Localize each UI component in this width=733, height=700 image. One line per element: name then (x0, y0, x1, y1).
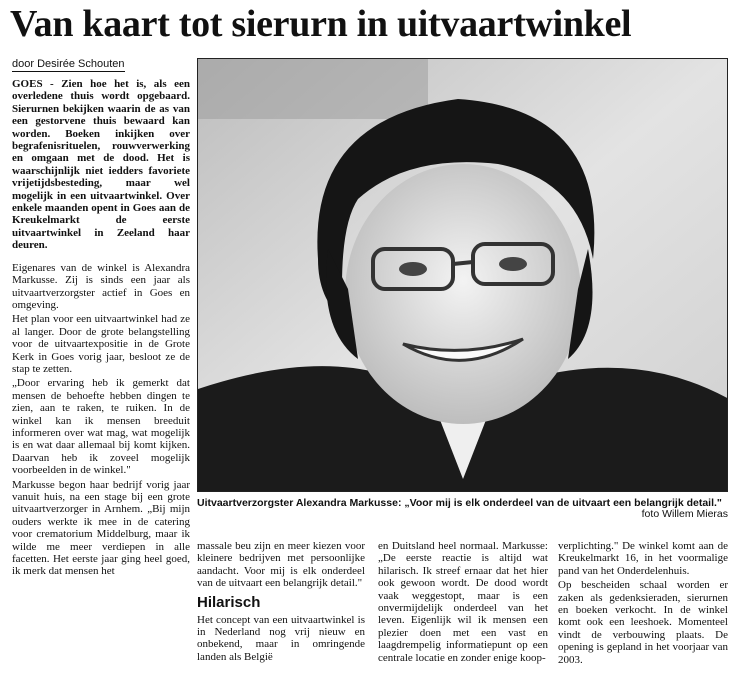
byline: door Desirée Schouten (12, 58, 125, 70)
portrait-illustration (198, 59, 728, 492)
paragraph: „Door ervaring heb ik gemerkt dat mensen de behoefte hebben dingen te zien, aan te raken, te ruiken. In de winkel kan ik mensen breeduit informeren over wat mag, wat mogelijk is en wat daar allemaal bij komt kijken. Daarvan heb ik zoveel mogelijk voorbeelden in de winkel." (12, 377, 190, 477)
paragraph: Markusse begon haar bedrijf vorig jaar vanuit huis, na een stage bij een grote uitvaartverzorger in Arnhem. „Bij mijn ouders werkte ik mee in de catering voor crematorium Middelburg, maar ik wilde me meer verdiepen in alle facetten. Het eerste jaar ging heel goed, ik merk dat mensen het (12, 478, 190, 578)
portrait-photo (197, 58, 728, 492)
column-3 (378, 540, 548, 666)
subheading: Hilarisch (197, 593, 261, 611)
photo-credit: foto Willem Mieras (641, 508, 728, 520)
paragraph: massale beu zijn en meer kiezen voor kleinere bedrijven met persoonlijke aandacht. Voor mij is elk onderdeel van de uitvaart een belangrijk detail." (197, 540, 365, 590)
paragraph: en Duitsland heel normaal. Markusse: „De eerste reactie is altijd wat hilarisch. Ik streef ernaar dat het hier ook gewoon wordt. De dood wordt vaak weggestopt, maar is een onvermijdelijk onderdeel van het leven. Eigenlijk wil ik mensen een plezier doen met een vast en laagdrempelig informatiepunt op een centrale locatie en zonder enige koop- (378, 540, 548, 664)
paragraph: Eigenares van de winkel is Alexandra Markusse. Zij is sinds een jaar als uitvaartverzorgster actief in Goes en omgeving. (12, 261, 190, 311)
headline: Van kaart tot sierurn in uitvaartwinkel (10, 3, 632, 45)
column-2 (197, 540, 365, 665)
column-1 (12, 78, 190, 580)
caption-text: Uitvaartverzorgster Alexandra Markusse: „Voor mij is elk onderdeel van de uitvaart een belangrijk detail." (197, 497, 722, 509)
column-4 (558, 540, 728, 668)
paragraph: Op bescheiden schaal worden er zaken als gedenksieraden, sierurnen en boeken verkocht. In de winkel komt ook een leeshoek. Momenteel vindt de verbouwing plaats. De opening is gepland in het voorjaar van 2003. (558, 579, 728, 666)
paragraph: verplichting." De winkel komt aan de Kreukelmarkt 16, in het voormalige pand van het Onderdelenhuis. (558, 540, 728, 577)
paragraph: Het concept van een uitvaartwinkel is in Nederland nog vrij nieuw en onbekend, maar in omringende landen als België (197, 613, 365, 663)
photo-caption (197, 497, 728, 520)
paragraph: Het plan voor een uitvaartwinkel had ze al langer. Door de grote belangstelling voor de uitvaartexpositie in de Grote Kerk in Goes vorig jaar, besloot ze de stap te zetten. (12, 313, 190, 375)
lead-paragraph: GOES - Zien hoe het is, als een overledene thuis wordt opgebaard. Sierurnen bekijken waarin de as van een gestorvene thuis bewaard kan worden. Boeken inkijken over begrafenisrituelen, rouwverwerking en omgaan met de dood. Het is waarschijnlijk niet iedders favoriete vrijetijdsbesteding, maar wel mogelijk in een uitvaartwinkel. Over enkele maanden opent in Goes aan de Kreukelmarkt de eerste uitvaartwinkel in Zeeland haar deuren. (12, 78, 190, 252)
